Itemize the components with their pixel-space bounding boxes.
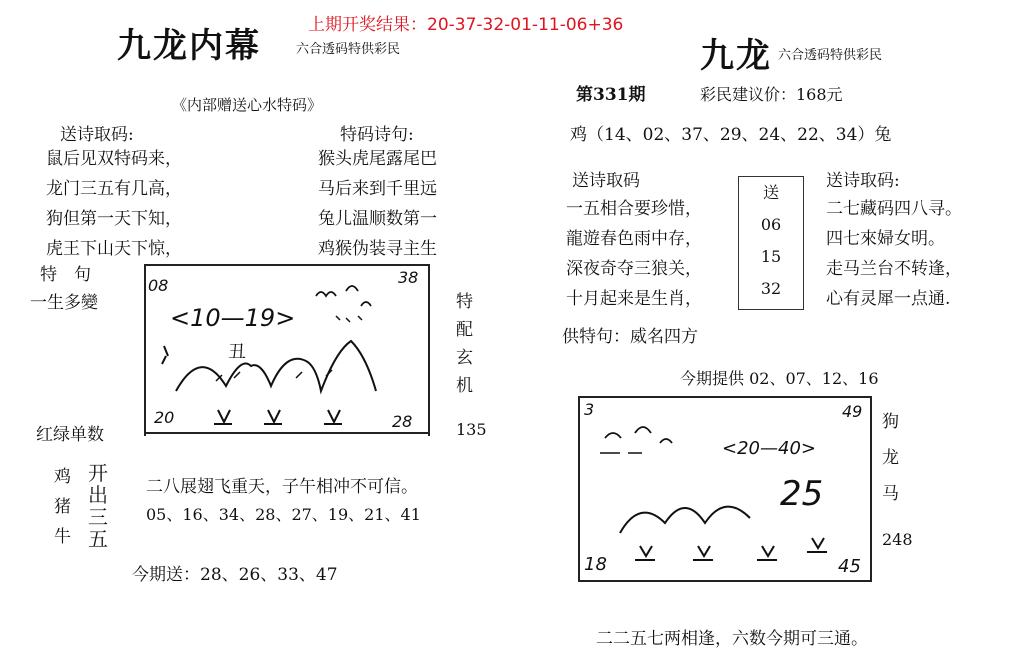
send-number: 15 — [760, 247, 782, 266]
sketch-number: 3 — [584, 400, 595, 419]
poem-lines-left — [46, 144, 182, 264]
poem-line: 二七藏码四八寻。 — [826, 199, 962, 219]
side-vertical-right — [882, 404, 899, 512]
chu-char: 开 — [88, 461, 108, 485]
send-box — [738, 176, 804, 310]
sketch-number: 45 — [838, 556, 861, 577]
poem-line: 鼠后见双特码来， — [46, 149, 182, 169]
price: 彩民建议价：168元 — [700, 85, 843, 104]
side-char: 龙 — [882, 448, 899, 468]
poem-line: 一五相合要珍惜， — [566, 199, 702, 219]
bottom-poem-left: 二八展翅飞重天，子午相冲不可信。 — [146, 477, 418, 497]
sketch-number: 20 — [154, 408, 175, 427]
send-number: 06 — [760, 215, 782, 234]
tema-line: 马后来到千里远 — [318, 179, 437, 199]
send-number: 32 — [760, 279, 782, 298]
chu-char: 五 — [88, 527, 108, 551]
sketch-number: 49 — [842, 402, 863, 421]
poem-line: 心有灵犀一点通. — [826, 289, 951, 309]
poem-label-right-a: 送诗取码 — [572, 171, 640, 191]
jinqi-tigong: 今期提供 02、07、12、16 — [680, 369, 879, 388]
sketch-number: 38 — [398, 268, 419, 287]
animal-stack — [54, 462, 71, 552]
sketch-range: <10—19> — [170, 304, 296, 332]
animal-char: 牛 — [54, 527, 71, 547]
poem-lines-right-a — [566, 194, 702, 314]
right-title: 九龙 — [700, 36, 772, 76]
sketch-number: 18 — [584, 554, 607, 575]
tema-line: 兔儿温顺数第一 — [318, 209, 437, 229]
issue-number: 第331期 — [576, 85, 646, 105]
poem-lines-right-b — [826, 194, 962, 314]
poem-line: 狗但第一天下知， — [46, 209, 182, 229]
poem-line: 四七來婦女明。 — [826, 229, 945, 249]
tema-label: 特码诗句: — [340, 125, 414, 145]
sketch-zodiac: 丑 — [228, 342, 246, 363]
sketch-number: 28 — [392, 412, 413, 431]
last-result-banner: 上期开奖结果：20-37-32-01-11-06+36 — [308, 15, 624, 35]
animal-char: 鸡 — [54, 467, 71, 487]
animal-char: 猪 — [54, 497, 71, 517]
poem-line: 龙门三五有几高， — [46, 179, 182, 199]
side-vertical-left — [456, 288, 473, 400]
bottom-numbers-left: 05、16、34、28、27、19、21、41 — [146, 505, 421, 524]
poem-line: 十月起来是生肖， — [566, 289, 702, 309]
yisheng-label: 一生多變 — [30, 293, 98, 313]
side-char: 马 — [882, 484, 899, 504]
side-char: 狗 — [882, 412, 899, 432]
poem-line: 深夜奇夺三狼关， — [566, 259, 702, 279]
sketch-number: 08 — [148, 276, 169, 295]
side-char: 玄 — [456, 348, 473, 368]
send-char: 送 — [762, 183, 779, 202]
tema-line: 鸡猴伪装寻主生 — [318, 239, 437, 259]
chu-char: 出 — [88, 483, 108, 507]
ji-line: 鸡（14、02、37、29、24、22、34）兔 — [570, 125, 892, 145]
poem-label-left: 送诗取码: — [60, 125, 134, 145]
poem-line: 虎王下山天下惊， — [46, 239, 182, 259]
right-sketch-box — [578, 396, 872, 582]
side-char: 机 — [456, 376, 473, 396]
tema-lines — [318, 144, 437, 264]
right-subtitle: 六合透码特供彩民 — [778, 48, 883, 63]
chu-char: 三 — [88, 505, 108, 529]
poem-line: 走马兰台不转逢， — [826, 259, 962, 279]
side-char: 特 — [456, 292, 473, 312]
chu-stack — [88, 462, 108, 550]
hongly-label: 红绿单数 — [36, 425, 104, 445]
right-footer-poem: 二二五七两相逢，六数今期可三通。 — [596, 629, 868, 649]
side-char: 配 — [456, 320, 473, 340]
num-135: 135 — [456, 420, 487, 439]
left-title: 九龙内幕 — [117, 26, 261, 66]
tema-line: 猴头虎尾露尾巴 — [318, 149, 437, 169]
poem-label-right-b: 送诗取码: — [826, 171, 900, 191]
left-subtitle: 六合透码特供彩民 — [296, 42, 401, 57]
te-ju-label: 特 句 — [40, 265, 91, 285]
jinqi-song: 今期送：28、26、33、47 — [132, 565, 338, 585]
sketch-range: <20—40> — [722, 438, 816, 459]
poem-line: 龍遊春色雨中存， — [566, 229, 702, 249]
right-sketch-drawing — [580, 398, 870, 580]
gongte-line: 供特句：威名四方 — [562, 327, 698, 347]
inner-gift-title: 《内部赠送心水特码》 — [172, 96, 323, 114]
left-sketch-baseline — [144, 432, 430, 434]
sprout-marks — [210, 406, 360, 430]
sketch-big-number: 25 — [780, 474, 824, 514]
num-248: 248 — [882, 530, 913, 549]
